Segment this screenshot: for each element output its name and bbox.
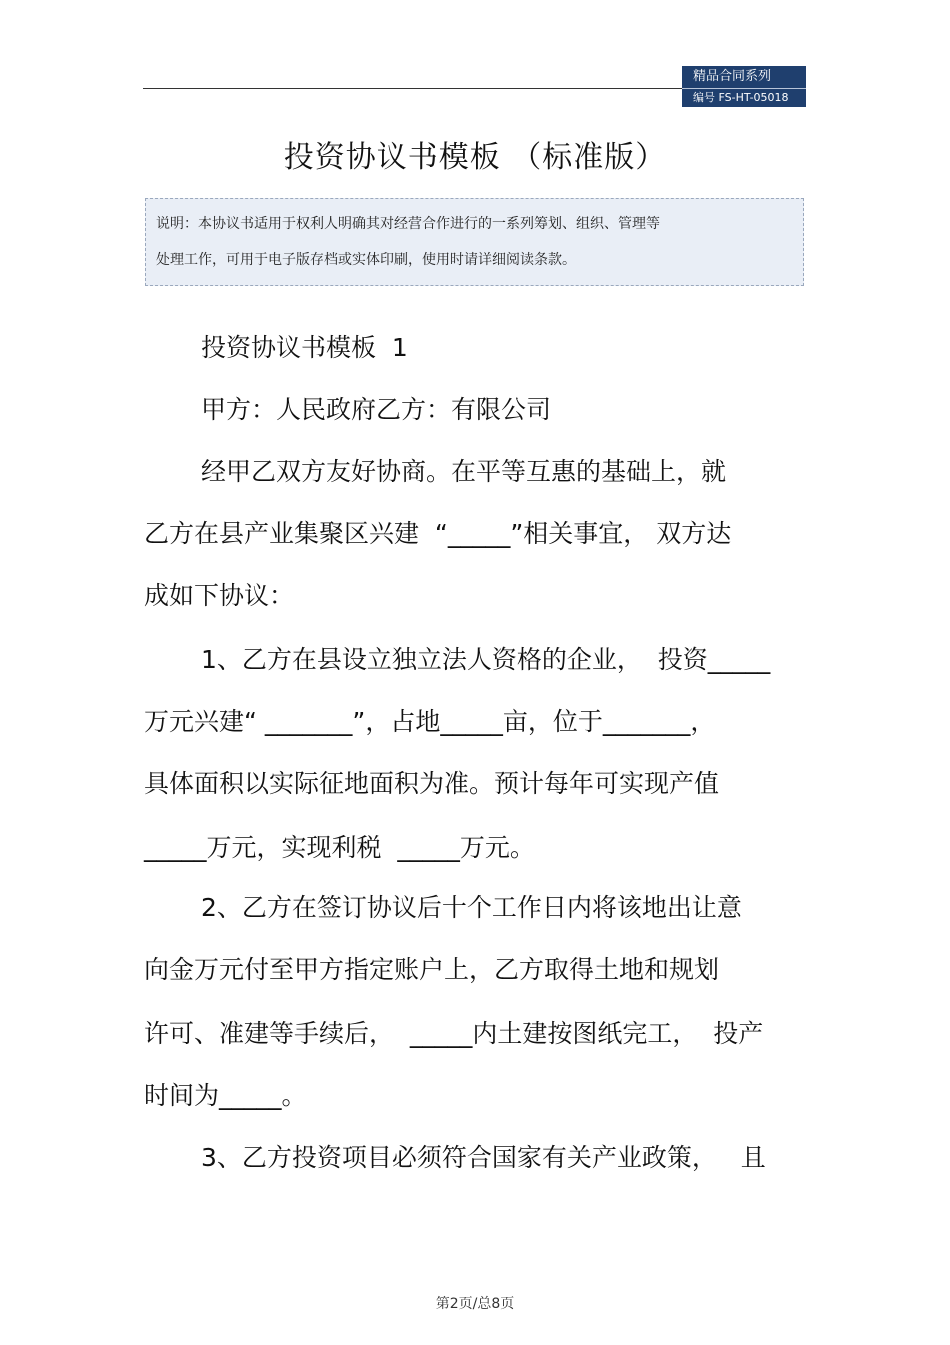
series-code: 编号 FS-HT-05018 bbox=[693, 91, 789, 104]
clause-1-line: _____万元，实现利税 _____万元。 bbox=[144, 833, 535, 862]
clause-1-line: 具体面积以实际征地面积为准。预计每年可实现产值 bbox=[144, 769, 720, 798]
page-indicator: 第2页/总8页 bbox=[435, 1296, 515, 1312]
body-line: 经甲乙双方友好协商。在平等互惠的基础上，就 bbox=[201, 457, 727, 486]
note-box bbox=[145, 198, 804, 286]
series-badge bbox=[682, 66, 806, 107]
clause-3-line: 3、乙方投资项目必须符合国家有关产业政策， 且 bbox=[201, 1143, 766, 1172]
clause-1-line: 万元兴建“ _______”，占地_____亩，位于_______， bbox=[144, 707, 716, 736]
note-line-1: 说明：本协议书适用于权利人明确其对经营合作进行的一系列筹划、组织、管理等 bbox=[156, 216, 660, 232]
clause-1-line: 1、乙方在县设立独立法人资格的企业， 投资_____ bbox=[201, 645, 771, 674]
body-line: 成如下协议： bbox=[144, 581, 295, 610]
body-line: 乙方在县产业集聚区兴建 “_____”相关事宜， 双方达 bbox=[144, 519, 732, 548]
clause-2-line: 2、乙方在签订协议后十个工作日内将该地出让意 bbox=[201, 893, 742, 922]
document-title: 投资协议书模板 （标准版） bbox=[283, 140, 667, 175]
clause-2-line: 时间为_____。 bbox=[144, 1081, 307, 1110]
clause-2-line: 向金万元付至甲方指定账户上，乙方取得土地和规划 bbox=[144, 955, 720, 984]
series-title: 精品合同系列 bbox=[682, 66, 806, 89]
header-rule bbox=[143, 88, 683, 89]
parties-line: 甲方：人民政府乙方：有限公司 bbox=[201, 395, 552, 424]
section-heading: 投资协议书模板 1 bbox=[201, 333, 408, 362]
note-line-2: 处理工作，可用于电子版存档或实体印刷，使用时请详细阅读条款。 bbox=[156, 252, 576, 268]
clause-2-line: 许可、准建等手续后， _____内土建按图纸完工， 投产 bbox=[144, 1019, 764, 1048]
